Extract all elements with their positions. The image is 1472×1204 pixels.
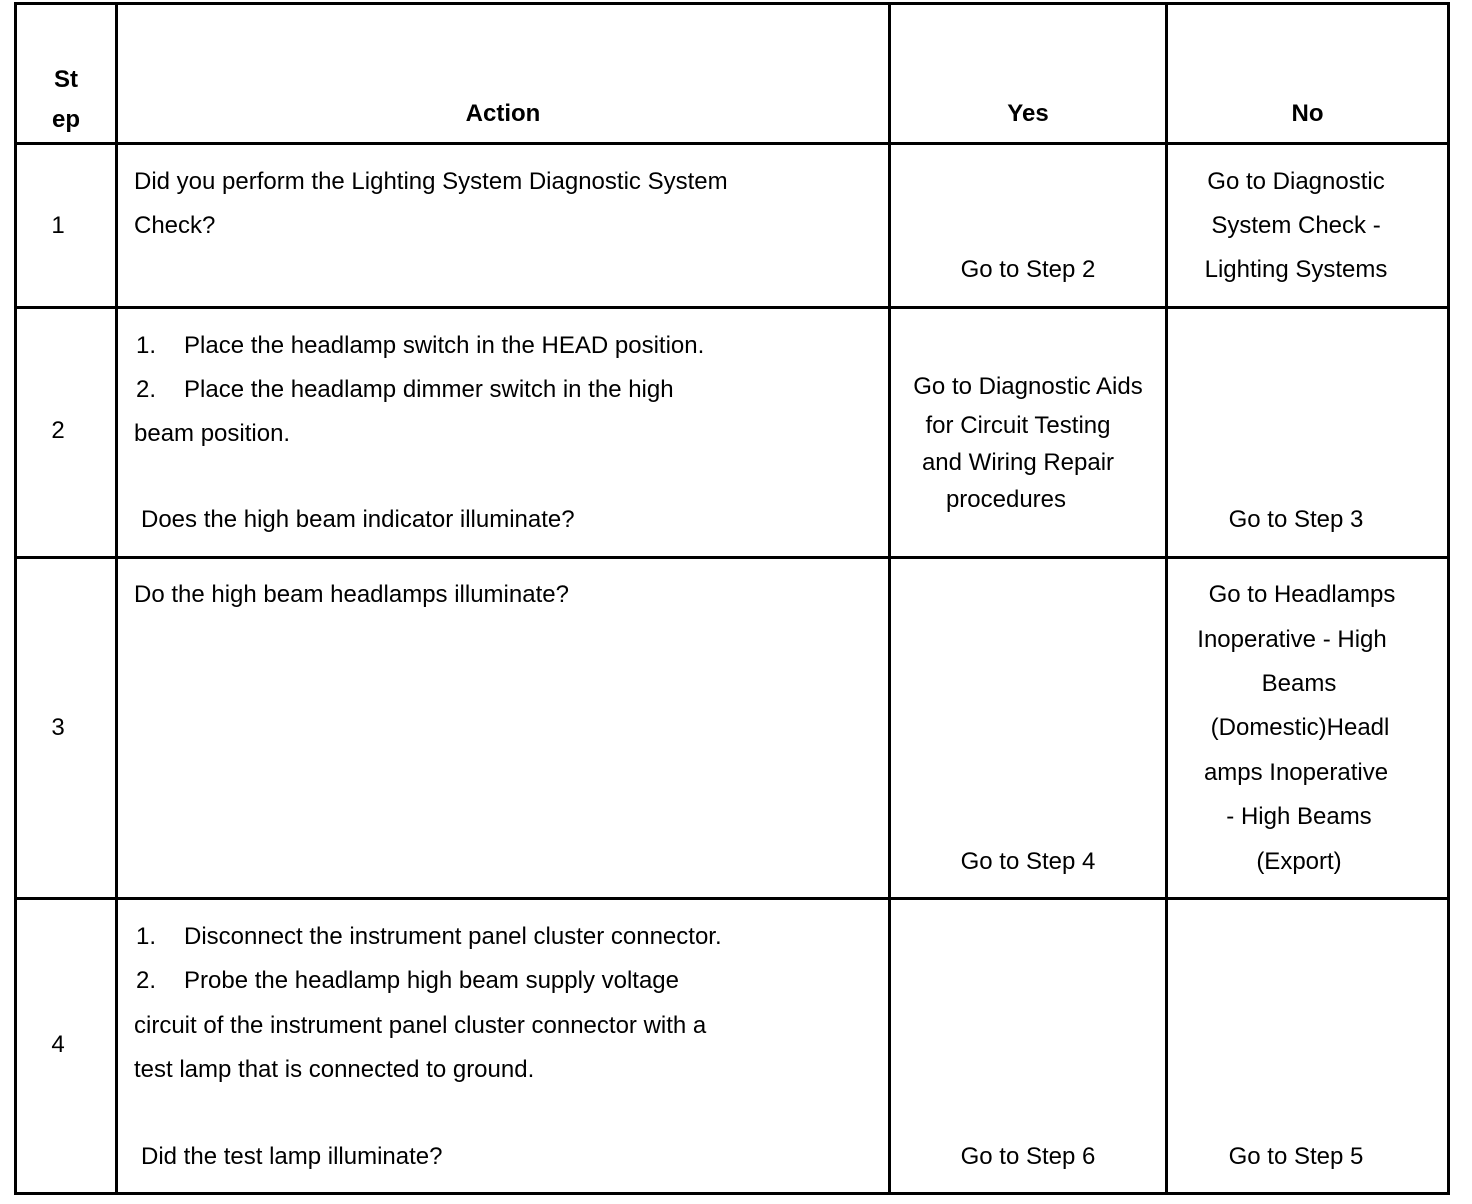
row-divider: [14, 897, 1450, 900]
no-result: Go to Step 5: [1228, 1143, 1364, 1170]
header-step-line2: ep: [51, 106, 80, 133]
yes-result-line: for Circuit Testing: [925, 412, 1111, 439]
yes-result-line: Go to Diagnostic Aids: [913, 373, 1143, 400]
no-result-line: (Domestic)Headl: [1210, 714, 1390, 741]
action-text: Check?: [134, 212, 216, 239]
list-text: Disconnect the instrument panel cluster connector.: [184, 923, 722, 950]
header-step-line1: St: [54, 66, 78, 93]
row-divider: [14, 306, 1450, 309]
action-question: Did the test lamp illuminate?: [141, 1143, 443, 1170]
no-result-line: Go to Diagnostic: [1207, 168, 1385, 195]
list-text: Probe the headlamp high beam supply voltage: [184, 967, 679, 994]
no-result-line: Go to Headlamps: [1208, 581, 1396, 608]
header-yes: Yes: [1007, 100, 1049, 127]
list-text: Place the headlamp dimmer switch in the high: [184, 376, 674, 403]
action-list-item: [136, 967, 679, 995]
action-text: test lamp that is connected to ground.: [134, 1056, 535, 1083]
no-result-line: System Check -: [1211, 212, 1381, 239]
yes-result-line: procedures: [945, 486, 1067, 513]
list-number: 2.: [136, 967, 157, 994]
header-divider: [14, 142, 1450, 145]
yes-result: Go to Step 2: [960, 256, 1096, 283]
no-result-line: Inoperative - High: [1197, 626, 1387, 653]
step-number: 1: [51, 212, 65, 239]
action-text: Did you perform the Lighting System Diagnostic System: [134, 168, 728, 195]
action-list-item: [136, 376, 674, 404]
header-action: Action: [465, 100, 541, 127]
no-result-line: amps Inoperative: [1203, 759, 1389, 786]
header-no: No: [1291, 100, 1324, 127]
step-number: 4: [51, 1031, 65, 1058]
no-result: Go to Step 3: [1228, 506, 1364, 533]
list-number: 2.: [136, 376, 157, 403]
no-result-line: Beams: [1261, 670, 1337, 697]
action-list-item: [136, 332, 704, 360]
table-border-right: [1447, 2, 1450, 1195]
action-list-item: [136, 923, 722, 951]
list-text: Place the headlamp switch in the HEAD position.: [184, 332, 705, 359]
no-result-line: - High Beams: [1226, 803, 1372, 830]
step-number: 2: [51, 417, 65, 444]
table-border-bottom: [14, 1192, 1450, 1195]
action-text: Do the high beam headlamps illuminate?: [134, 581, 569, 608]
step-number: 3: [51, 714, 65, 741]
action-text: circuit of the instrument panel cluster connector with a: [134, 1012, 707, 1039]
list-number: 1.: [136, 332, 157, 359]
no-result-line: Lighting Systems: [1204, 256, 1388, 283]
table-border-top: [14, 2, 1450, 5]
list-number: 1.: [136, 923, 157, 950]
yes-result: Go to Step 6: [960, 1143, 1096, 1170]
header-step: [17, 60, 115, 140]
column-divider: [115, 2, 118, 1195]
action-text: beam position.: [134, 420, 291, 447]
no-result-line: (Export): [1256, 848, 1342, 875]
action-question: Does the high beam indicator illuminate?: [141, 506, 575, 533]
diagnostic-table: [14, 2, 1450, 1195]
column-divider: [888, 2, 891, 1195]
yes-result-line: and Wiring Repair: [921, 449, 1115, 476]
table-border-left: [14, 2, 17, 1195]
yes-result: Go to Step 4: [960, 848, 1096, 875]
row-divider: [14, 556, 1450, 559]
